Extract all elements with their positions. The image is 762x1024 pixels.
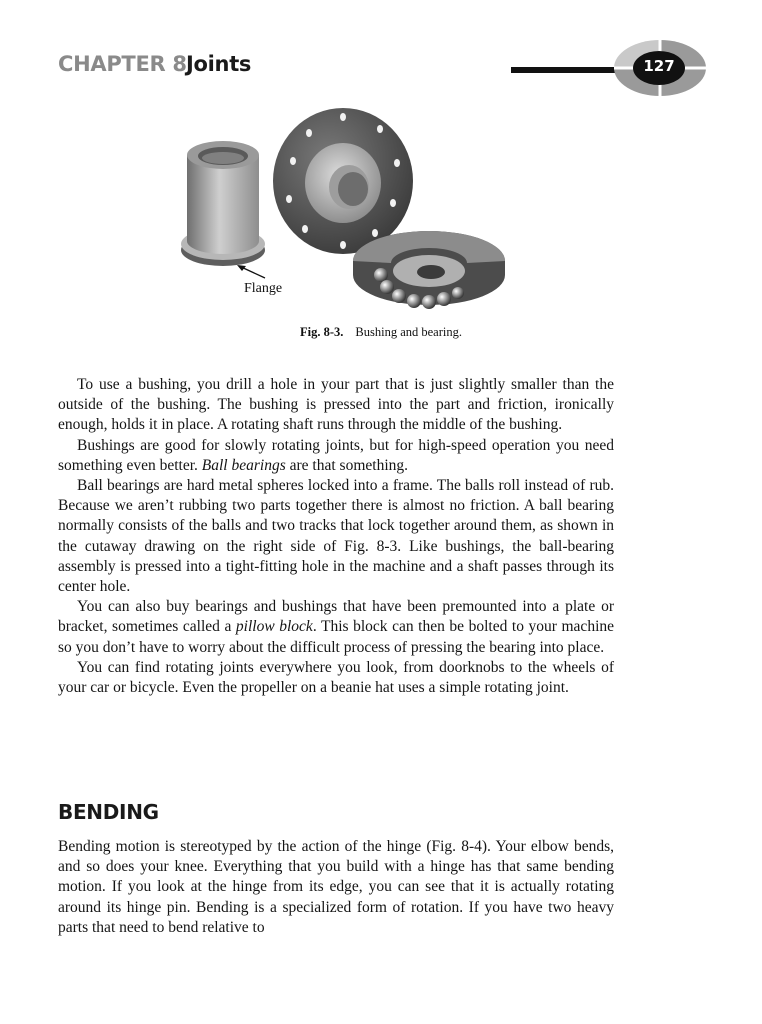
figure-caption [0,325,762,340]
body-text [58,375,614,698]
figure-caption-text: Bushing and bearing. [355,325,462,339]
paragraph: You can also buy bearings and bushings that have been premounted into a plate or bracket, sometimes called a pillow block. This block can then be bolted to your machine so you don’t have to worry about the difficult process of pressing the bearing into place. [58,598,614,656]
paragraph: Bushings are good for slowly rotating joints, but for high-speed operation you need something even better. Ball bearings are that something. [58,436,614,474]
paragraph: Bending motion is stereotyped by the action of the hinge (Fig. 8-4). Your elbow bends, and so does your knee. Everything that you build with a hinge has that same bending motion. If you look at the hinge from its edge, you can see that it is actually rotating around its hinge pin. Bending is a specialized form of rotation. If you have two heavy parts that need to bend relative to [58,838,614,936]
flange-label: Flange [244,281,283,296]
paragraph: To use a bushing, you drill a hole in your part that is just slightly smaller than the outside of the bushing. The bushing is pressed into the part and friction, ironically enough, holds it in place. A rotating shaft runs through the middle of the bushing. [58,376,614,434]
page-number: 127 [643,57,675,75]
section-heading: BENDING [58,800,159,824]
emphasis-term: pillow block [235,618,313,636]
bushing-bearing-illustration [175,103,520,318]
paragraph: You can find rotating joints everywhere you look, from doorknobs to the wheels of your car or bicycle. Even the propeller on a beanie hat uses a simple rotating joint. [58,658,614,697]
chapter-title: Joints [186,52,252,76]
emphasis-term: Ball bearings [201,456,286,474]
figure-number: Fig. 8-3. [300,325,344,339]
chapter-label: CHAPTER 8 [58,52,187,76]
paragraph: Ball bearings are hard metal spheres locked into a frame. The balls roll instead of rub. Because we aren’t rubbing two parts together there is almost no friction. A ball bearing normally consists of the balls and two tracks that lock together around them, as shown in the cutaway drawing on the right side of Fig. 8-3. Like bushings, the ball-bearing assembly is pressed into a tight-fitting hole in the machine and a shaft passes through its center hole. [58,477,614,596]
section-body-text [58,837,614,938]
